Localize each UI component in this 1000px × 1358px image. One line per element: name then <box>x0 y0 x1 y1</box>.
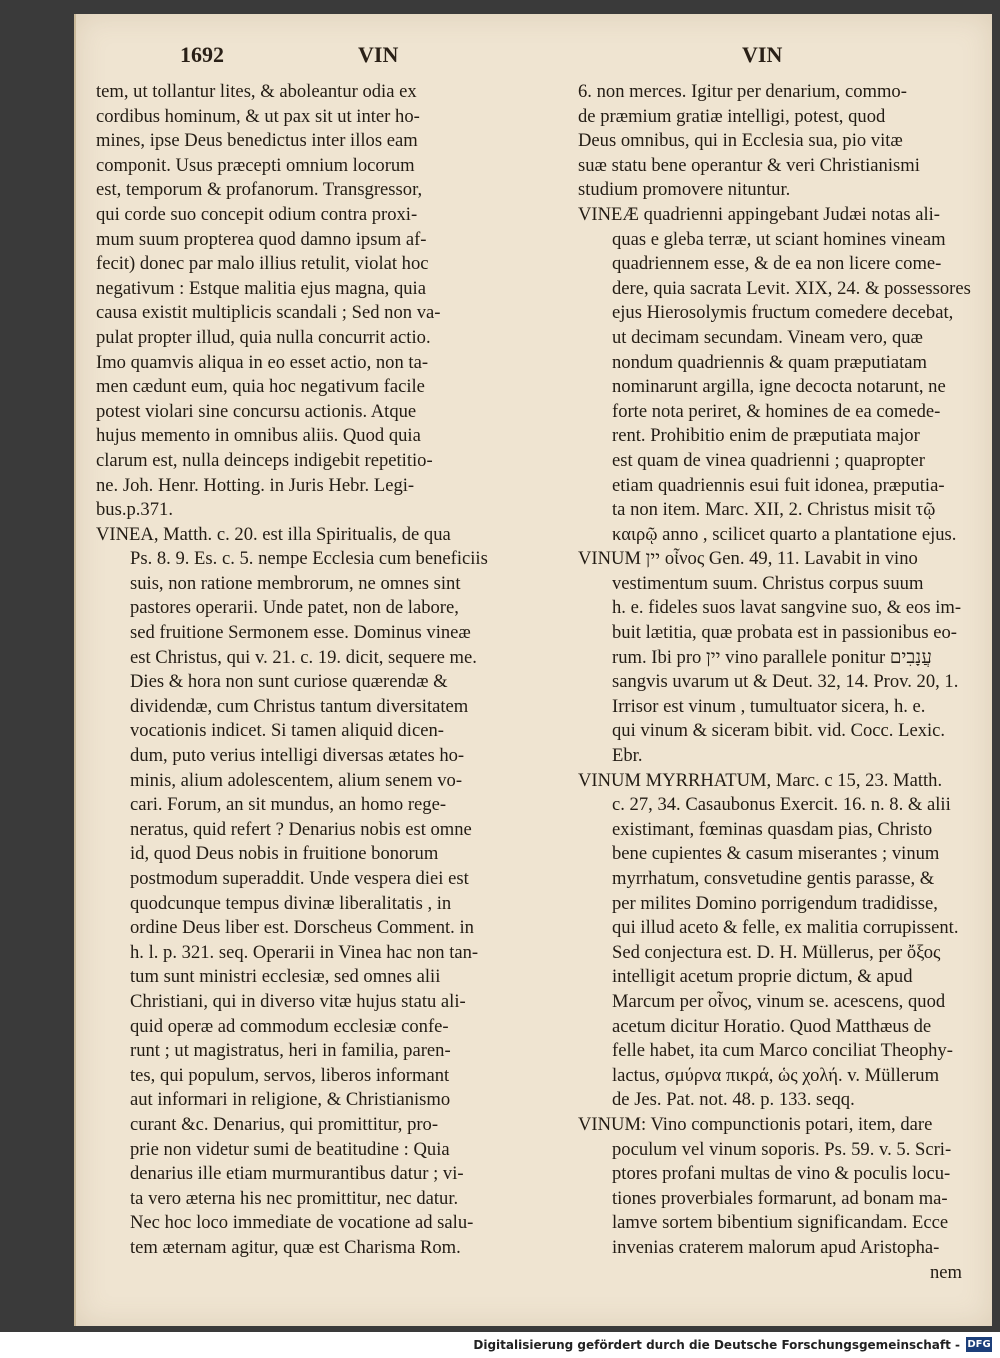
text-line: suis, non ratione membrorum, ne omnes sint <box>130 572 461 594</box>
text-line: mines, ipse Deus benedictus inter illos eam <box>96 130 418 152</box>
right-paragraph <box>578 547 972 768</box>
text-line: bus.p.371. <box>96 499 173 521</box>
text-line: mum suum propterea quod damno ipsum af- <box>96 228 427 250</box>
text-line: lactus, σμύρνα πικρά, ὡς χολή. v. Müllerum <box>612 1064 940 1086</box>
page-number: 1692 <box>180 42 224 67</box>
text-line: rent. Prohibitio enim de præputiata major <box>612 425 920 447</box>
text-line: ordine Deus liber est. Dorscheus Comment. in <box>130 917 474 939</box>
text-line: Nec hoc loco immediate de vocatione ad salu- <box>130 1212 474 1234</box>
text-line: 6. non merces. Igitur per denarium, commo- <box>578 81 907 102</box>
text-line: tem æternam agitur, quæ est Charisma Rom. <box>130 1236 461 1258</box>
text-line: cordibus hominum, & ut pax sit ut inter ho- <box>96 105 420 127</box>
text-line: sed fruitione Sermonem esse. Dominus vineæ <box>130 622 471 644</box>
text-line: denarius ille etiam murmurantibus datur ; vi- <box>130 1163 464 1185</box>
text-line: ptores profani multas de vino & poculis locu- <box>612 1163 951 1185</box>
right-paragraph <box>578 769 972 1113</box>
text-line: Deus omnibus, qui in Ecclesia sua, pio vitæ <box>578 130 903 152</box>
text-line: est Christus, qui v. 21. c. 19. dicit, sequere me. <box>130 646 477 668</box>
text-line: potest violari sine concursu actionis. Atque <box>96 400 417 422</box>
text-line: de Jes. Pat. not. 48. p. 133. seqq. <box>612 1089 855 1111</box>
text-line: ta non item. Marc. XII, 2. Christus misit τῷ <box>612 499 936 521</box>
right-paragraph <box>578 203 972 547</box>
text-line: VINEA, Matth. c. 20. est illa Spiritualis, de qua <box>96 523 451 545</box>
text-line: forte nota periret, & homines de ea comede- <box>612 400 941 422</box>
text-line: rum. Ibi pro יין vino parallele ponitur עֲנָבִים <box>612 646 932 668</box>
catchword: nem <box>929 1261 962 1283</box>
text-line: VINUM MYRRHATUM, Marc. c 15, 23. Matth. <box>578 769 943 791</box>
text-line: poculum vel vinum soporis. Ps. 59. v. 5. Scri- <box>612 1138 952 1160</box>
text-line: tes, qui populum, servos, liberos informant <box>130 1064 450 1086</box>
text-line: cari. Forum, an sit mundus, an homo rege- <box>130 794 447 816</box>
text-line: negativum : Estque malitia ejus magna, quia <box>96 277 426 299</box>
text-line: Irrisor est vinum , tumultuator sicera, h. e. <box>612 695 926 717</box>
text-line: pastores operarii. Unde patet, non de labore, <box>130 597 459 619</box>
text-line: Christiani, qui in diverso vitæ hujus statu ali- <box>130 990 466 1012</box>
text-line: nondum quadriennis & quam præputiatam <box>612 351 928 373</box>
text-line: causa existit multiplicis scandali ; Sed non va- <box>96 302 441 324</box>
text-line: acetum dicitur Horatio. Quod Matthæus de <box>612 1015 932 1037</box>
text-line: c. 27, 34. Casaubonus Exercit. 16. n. 8. & alii <box>612 794 951 816</box>
text-line: lamve sortem bibentium significandam. Ecce <box>612 1212 949 1234</box>
footer-bar <box>0 1332 1000 1358</box>
text-line: quodcunque tempus divinæ liberalitatis , in <box>130 892 452 914</box>
text-line: Marcum per οἶνος, vinum se. acescens, quod <box>612 990 946 1012</box>
text-line: fecit) donec par malo illius retulit, violat hoc <box>96 253 429 275</box>
text-line: Dies & hora non sunt curiose quærendæ & <box>130 671 448 693</box>
text-line: qui corde suo concepit odium contra proxi- <box>96 203 418 225</box>
text-line: minis, alium adolescentem, alium senem vo- <box>130 769 463 791</box>
text-line: vestimentum suum. Christus corpus suum <box>612 572 924 594</box>
text-line: VINUM יין οἶνος Gen. 49, 11. Lavabit in vino <box>578 548 918 570</box>
text-line: men cædunt eum, quia hoc negativum facile <box>96 376 425 398</box>
text-line: est, temporum & profanorum. Transgressor, <box>96 179 423 201</box>
text-line: tiones proverbiales formarunt, ad bonam ma- <box>612 1187 948 1209</box>
text-line: ne. Joh. Henr. Hotting. in Juris Hebr. Legi- <box>96 474 415 496</box>
text-line: ta vero æterna his nec promittitur, nec datur. <box>130 1187 459 1209</box>
text-line: qui illud aceto & felle, ex malitia corrupissent. <box>612 917 959 939</box>
text-line: tem, ut tollantur lites, & aboleantur odia ex <box>96 81 417 102</box>
text-line: Sed conjectura est. D. H. Müllerus, per ὄξος <box>612 941 941 963</box>
left-column <box>96 80 562 1261</box>
text-line: pulat propter illud, quia nulla concurrit actio. <box>96 326 431 348</box>
text-line: componit. Usus præcepti omnium locorum <box>96 154 415 176</box>
right-column <box>578 80 972 1285</box>
text-line: Imo quamvis aliqua in eo esset actio, non ta- <box>96 351 429 373</box>
text-line: Ebr. <box>612 745 643 767</box>
text-line: bene cupientes & casum miserantes ; vinum <box>612 843 940 865</box>
text-line: id, quod Deus nobis in fruitione bonorum <box>130 843 439 865</box>
text-line: h. e. fideles suos lavat sangvine suo, & eos im- <box>612 597 962 619</box>
text-line: suæ statu bene operantur & veri Christianismi <box>578 154 920 176</box>
right-paragraph <box>578 80 972 203</box>
text-line: Ps. 8. 9. Es. c. 5. nempe Ecclesia cum beneficiis <box>130 548 488 570</box>
text-line: myrrhatum, consvetudine gentis parasse, & <box>612 868 935 889</box>
text-line: felle habet, ita cum Marco conciliat Theophy- <box>612 1040 953 1062</box>
text-line: dere, quia sacrata Levit. XIX, 24. & possessores <box>612 277 971 299</box>
text-line: sangvis uvarum ut & Deut. 32, 14. Prov. 20, 1. <box>612 671 959 693</box>
text-line: per milites Domino porrigendum tradidisse, <box>612 892 938 914</box>
text-line: de præmium gratiæ intelligi, potest, quod <box>578 105 886 127</box>
text-line: intelligit acetum proprie dictum, & apud <box>612 966 913 988</box>
text-line: VINEÆ quadrienni appingebant Judæi notas ali- <box>578 203 940 225</box>
text-line: ut decimam secundam. Vineam vero, quæ <box>612 326 923 348</box>
text-line: prie non videtur sumi de beatitudine : Quia <box>130 1138 450 1160</box>
text-line: dum, puto verius intelligi diversas ætates ho- <box>130 745 465 767</box>
text-line: hujus memento in omnibus aliis. Quod quia <box>96 425 421 447</box>
text-line: buit lætitia, quæ probata est in passionibus eo- <box>612 622 957 644</box>
running-head-left: VIN <box>358 42 399 67</box>
text-line: quid operæ ad commodum ecclesiæ confe- <box>130 1015 449 1037</box>
text-line: quadriennem esse, & de ea non licere come- <box>612 253 942 275</box>
text-line: existimant, fœminas quasdam pias, Christo <box>612 818 933 840</box>
text-line: curant &c. Denarius, qui promittitur, pro- <box>130 1113 439 1135</box>
text-line: vocationis indicet. Si tamen aliquid dicen- <box>130 720 444 742</box>
text-line: neratus, quid refert ? Denarius nobis est omne <box>130 818 472 840</box>
funding-notice: Digitalisierung gefördert durch die Deutsche Forschungsgemeinschaft - <box>473 1338 960 1352</box>
text-line: h. l. p. 321. seq. Operarii in Vinea hac non tan- <box>130 941 479 963</box>
right-paragraph <box>578 1113 972 1261</box>
text-line: postmodum superaddit. Unde vespera diei est <box>130 868 469 889</box>
text-line: VINUM: Vino compunctionis potari, item, dare <box>578 1113 933 1135</box>
text-line: invenias craterem malorum apud Aristopha- <box>612 1236 940 1258</box>
text-line: dividendæ, cum Christus tantum diversitatem <box>130 695 469 717</box>
text-line: quas e gleba terræ, ut sciant homines vineam <box>612 228 946 250</box>
text-line: nominarunt argilla, igne decocta notarunt, ne <box>612 376 946 398</box>
left-paragraph <box>96 523 562 1261</box>
text-line: καιρῷ anno , scilicet quarto a plantatione ejus. <box>612 523 957 545</box>
text-line: qui vinum & siceram bibit. vid. Cocc. Lexic. <box>612 720 946 742</box>
text-line: est quam de vinea quadrienni ; quapropter <box>612 449 925 471</box>
text-line: clarum est, nulla deinceps indigebit repetitio- <box>96 449 433 471</box>
left-paragraph <box>96 80 562 523</box>
text-line: runt ; ut magistratus, heri in familia, paren- <box>130 1040 451 1062</box>
text-line: studium promovere nituntur. <box>578 179 791 201</box>
text-line: aut informari in religione, & Christianismo <box>130 1089 451 1111</box>
running-head-right: VIN <box>742 42 783 67</box>
text-line: ejus Hierosolymis fructum comedere decebat, <box>612 302 954 324</box>
dfg-logo: DFG <box>967 1339 991 1350</box>
text-line: etiam quadriennis esui fuit idonea, præputia- <box>612 474 945 496</box>
text-line: tum sunt ministri ecclesiæ, sed omnes alii <box>130 966 441 988</box>
